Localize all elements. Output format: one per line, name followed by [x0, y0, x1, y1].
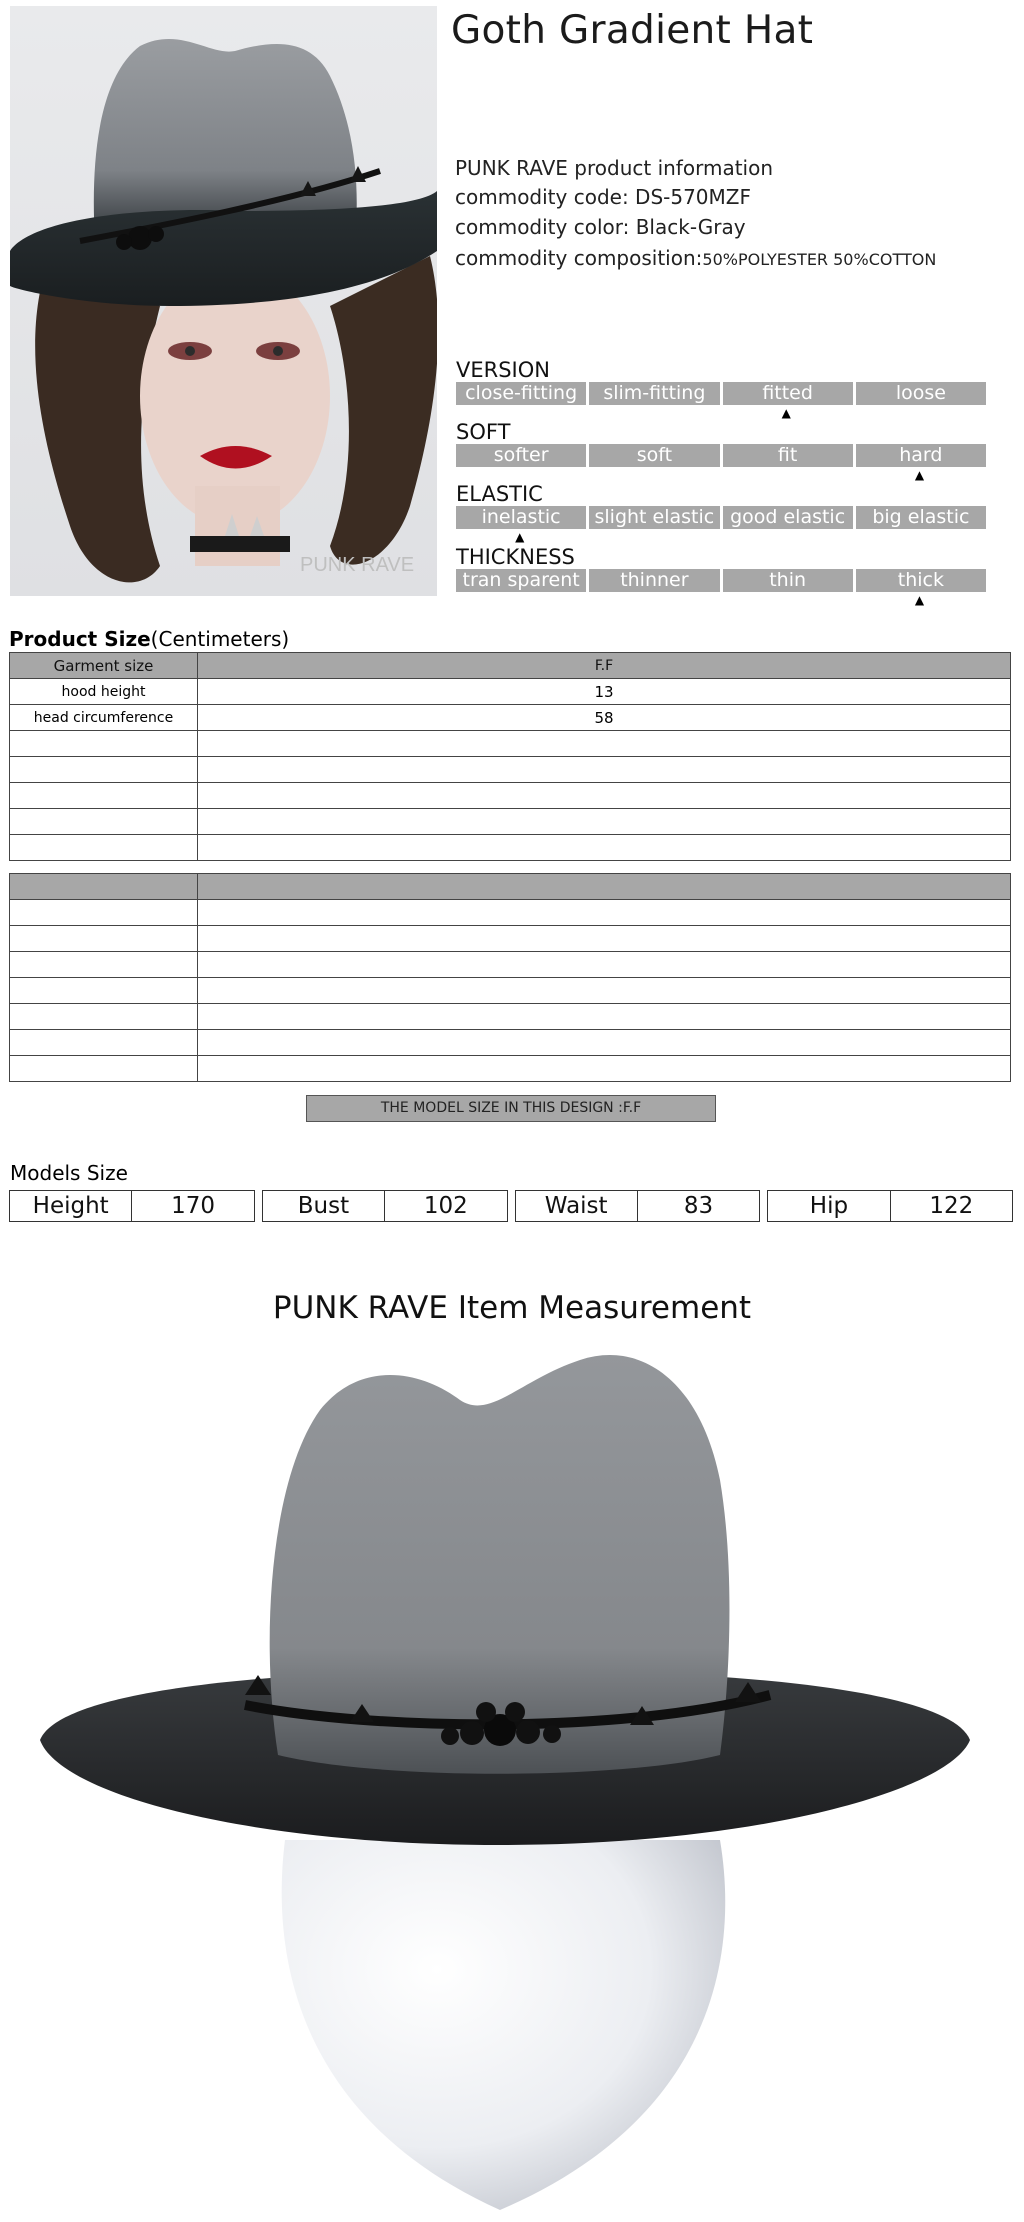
header-size — [198, 874, 1011, 900]
attr-label-elastic: ELASTIC — [456, 482, 543, 506]
model-measure-name: Height — [10, 1191, 132, 1221]
attr-option: fitted — [723, 382, 853, 405]
table-row — [10, 783, 1011, 809]
attr-option: hard — [856, 444, 986, 467]
row-label — [10, 1030, 198, 1056]
table-row — [10, 679, 1011, 705]
hat-measurement-photo — [20, 1340, 1004, 2218]
attr-scale-version — [456, 382, 986, 405]
model-measure-waist — [515, 1190, 761, 1222]
row-value — [198, 1030, 1011, 1056]
row-label: head circumference — [10, 705, 198, 731]
table-row — [10, 926, 1011, 952]
model-measure-name: Waist — [516, 1191, 638, 1221]
table-row — [10, 757, 1011, 783]
info-heading: PUNK RAVE product information — [455, 156, 774, 180]
watermark: PUNK RAVE — [300, 554, 415, 576]
attr-option: thinner — [589, 569, 719, 592]
product-title: Goth Gradient Hat — [451, 8, 814, 53]
attr-option: close-fitting — [456, 382, 586, 405]
row-value — [198, 1004, 1011, 1030]
attr-option: thick — [856, 569, 986, 592]
selected-marker-icon: ▲ — [781, 406, 791, 420]
attr-scale-elastic — [456, 506, 986, 529]
selected-marker-icon: ▲ — [914, 593, 925, 607]
table-row — [10, 978, 1011, 1004]
model-hat-illustration — [10, 6, 437, 596]
model-measure-name: Hip — [768, 1191, 890, 1221]
attr-option: fit — [723, 444, 853, 467]
table-row — [10, 900, 1011, 926]
row-value — [198, 809, 1011, 835]
row-value — [198, 835, 1011, 861]
models-size-row — [9, 1190, 1013, 1222]
table-row — [10, 1056, 1011, 1082]
attr-option: thin — [723, 569, 853, 592]
attr-option: slim-fitting — [589, 382, 719, 405]
table-row — [10, 731, 1011, 757]
model-measure-value: 102 — [423, 1193, 468, 1219]
row-value — [198, 900, 1011, 926]
header-label: Garment size — [10, 653, 198, 679]
attr-option: good elastic — [723, 506, 853, 529]
attr-option: inelastic — [456, 506, 586, 529]
attr-scale-soft — [456, 444, 986, 467]
attr-label-version: VERSION — [456, 358, 550, 382]
attr-option: softer — [456, 444, 586, 467]
measurement-title: PUNK RAVE Item Measurement — [272, 1290, 752, 1326]
model-measure-bust — [262, 1190, 508, 1222]
row-label — [10, 731, 198, 757]
row-value — [198, 978, 1011, 1004]
commodity-code: commodity code: DS-570MZF — [455, 185, 751, 209]
product-size-title-bold: Product Size — [9, 627, 151, 651]
table-header-row — [10, 653, 1011, 679]
row-value — [198, 757, 1011, 783]
table-row — [10, 1030, 1011, 1056]
size-table-blank — [9, 873, 1011, 1082]
composition-value: 50%POLYESTER 50%COTTON — [702, 250, 937, 269]
row-label — [10, 835, 198, 861]
hero-product-photo — [10, 6, 437, 596]
size-table — [9, 652, 1011, 861]
attr-label-thickness: THICKNESS — [456, 545, 575, 569]
table-row — [10, 809, 1011, 835]
row-label — [10, 809, 198, 835]
commodity-composition — [455, 246, 936, 270]
row-value — [198, 926, 1011, 952]
attr-option: soft — [589, 444, 719, 467]
model-measure-hip — [767, 1190, 1013, 1222]
selected-marker-icon: ▲ — [515, 530, 525, 544]
row-label — [10, 978, 198, 1004]
attr-scale-thickness — [456, 569, 986, 592]
models-size-label: Models Size — [10, 1161, 128, 1185]
row-label — [10, 926, 198, 952]
model-measure-value: 170 — [171, 1193, 216, 1219]
attr-option: loose — [856, 382, 986, 405]
row-value: 58 — [198, 705, 1011, 731]
model-measure-name: Bust — [263, 1191, 385, 1221]
product-size-title — [9, 627, 289, 651]
row-label — [10, 783, 198, 809]
product-size-unit: (Centimeters) — [150, 627, 290, 651]
row-label — [10, 900, 198, 926]
model-measure-value: 122 — [929, 1193, 974, 1219]
table-row — [10, 835, 1011, 861]
row-value — [198, 731, 1011, 757]
attr-option: tran sparent — [456, 569, 586, 592]
commodity-color: commodity color: Black-Gray — [455, 215, 746, 239]
header-size: F.F — [198, 653, 1011, 679]
row-value — [198, 783, 1011, 809]
table-header-row — [10, 874, 1011, 900]
selected-marker-icon: ▲ — [914, 468, 925, 482]
row-label — [10, 1004, 198, 1030]
attr-option: slight elastic — [589, 506, 719, 529]
row-label: hood height — [10, 679, 198, 705]
model-measure-height — [9, 1190, 255, 1222]
table-row — [10, 705, 1011, 731]
table-row — [10, 1004, 1011, 1030]
model-size-note: THE MODEL SIZE IN THIS DESIGN :F.F — [306, 1095, 716, 1122]
row-value: 13 — [198, 679, 1011, 705]
row-label — [10, 952, 198, 978]
row-value — [198, 952, 1011, 978]
row-value — [198, 1056, 1011, 1082]
header-label — [10, 874, 198, 900]
row-label — [10, 1056, 198, 1082]
table-row — [10, 952, 1011, 978]
attr-label-soft: SOFT — [456, 420, 511, 444]
attr-option: big elastic — [856, 506, 986, 529]
hat-on-mannequin-illustration — [20, 1340, 1004, 2218]
row-label — [10, 757, 198, 783]
composition-label: commodity composition: — [455, 246, 703, 270]
model-measure-value: 83 — [683, 1193, 714, 1219]
